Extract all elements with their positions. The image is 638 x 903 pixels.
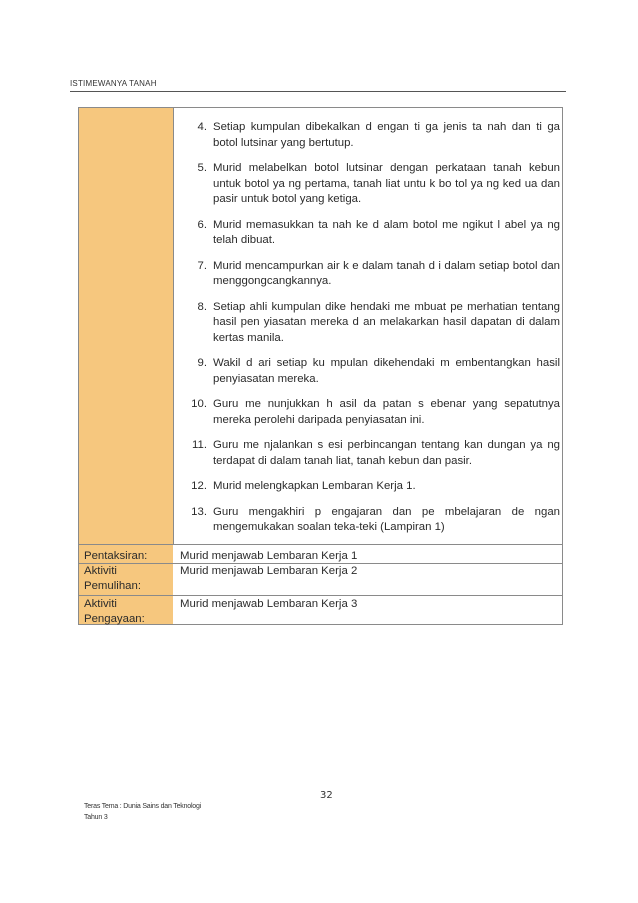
step-text: Murid melengkapkan Lembaran Kerja 1.	[213, 480, 416, 492]
step-text: Wakil d ari setiap ku mpulan dikehendaki m embentangkan hasil penyiasatan mereka.	[213, 357, 560, 385]
step-text: Guru me nunjukkan h asil da patan s ebenar yang sepatutnya mereka perolehi daripada penyiasatan ini.	[213, 398, 560, 426]
step-number: 8.	[197, 300, 207, 313]
procedure-steps	[178, 120, 560, 546]
pemulihan-label-line2: Pemulihan:	[84, 580, 141, 592]
pengayaan-value: Murid menjawab Lembaran Kerja 3	[180, 598, 358, 610]
pemulihan-label	[84, 564, 141, 594]
step-number: 9.	[197, 357, 207, 369]
pengayaan-label	[84, 597, 145, 627]
step-item	[178, 218, 560, 249]
pengayaan-label-line2: Pengayaan:	[84, 613, 145, 625]
step-number: 7.	[197, 259, 207, 272]
step-item	[178, 300, 560, 347]
page-number: 32	[320, 790, 333, 801]
step-item	[178, 259, 560, 290]
footer	[84, 801, 201, 823]
step-item	[178, 120, 560, 151]
document-header-title: ISTIMEWANYA TANAH	[70, 79, 157, 88]
step-number: 10.	[191, 398, 207, 410]
step-item	[178, 438, 560, 469]
header-rule	[70, 91, 566, 92]
footer-line2: Tahun 3	[84, 814, 108, 821]
footer-line1: Teras Tema : Dunia Sains dan Teknologi	[84, 803, 202, 810]
step-item	[178, 505, 560, 536]
row-divider	[79, 544, 562, 545]
pemulihan-value: Murid menjawab Lembaran Kerja 2	[180, 565, 358, 577]
step-number: 12.	[191, 480, 207, 492]
pentaksiran-label: Pentaksiran:	[84, 550, 148, 562]
step-text: Murid memasukkan ta nah ke d alam botol me ngikut l abel ya ng telah dibuat.	[213, 218, 560, 246]
step-item	[178, 161, 560, 208]
step-number: 4.	[197, 121, 207, 133]
step-number: 6.	[197, 218, 207, 231]
step-text: Murid melabelkan botol lutsinar dengan perkataan tanah kebun untuk botol ya ng pertama, tanah liat untu k bo tol ya ng ked ua dan pasir untuk botol yang ketiga.	[213, 162, 560, 205]
column-divider	[173, 108, 174, 544]
step-item	[178, 356, 560, 387]
row-divider	[79, 595, 562, 596]
step-text: Guru me njalankan s esi perbincangan tentang kan dungan ya ng terdapat di dalam tanah liat, tanah kebun dan pasir.	[213, 439, 560, 467]
step-text: Setiap ahli kumpulan dike hendaki me mbuat pe merhatian tentang hasil pen yiasatan mereka d an melakarkan hasil dapatan di dalam kertas manila.	[213, 300, 560, 344]
step-number: 11.	[192, 439, 207, 451]
pengayaan-label-line1: Aktiviti	[84, 598, 117, 610]
step-item	[178, 397, 560, 428]
step-text: Murid mencampurkan air k e dalam tanah d i dalam setiap botol dan menggongcangkannya.	[213, 259, 560, 287]
pemulihan-label-line1: Aktiviti	[84, 565, 117, 577]
step-number: 5.	[197, 162, 207, 174]
table-label-column	[79, 108, 173, 624]
step-item	[178, 479, 560, 495]
step-text: Guru mengakhiri p engajaran dan pe mbelajaran de ngan mengemukakan soalan teka-teki (Lampiran 1)	[213, 505, 560, 533]
step-text: Setiap kumpulan dibekalkan d engan ti ga jenis ta nah dan ti ga botol lutsinar yang bertutup.	[213, 121, 560, 149]
step-number: 13.	[191, 505, 207, 518]
pentaksiran-value: Murid menjawab Lembaran Kerja 1	[180, 550, 358, 562]
